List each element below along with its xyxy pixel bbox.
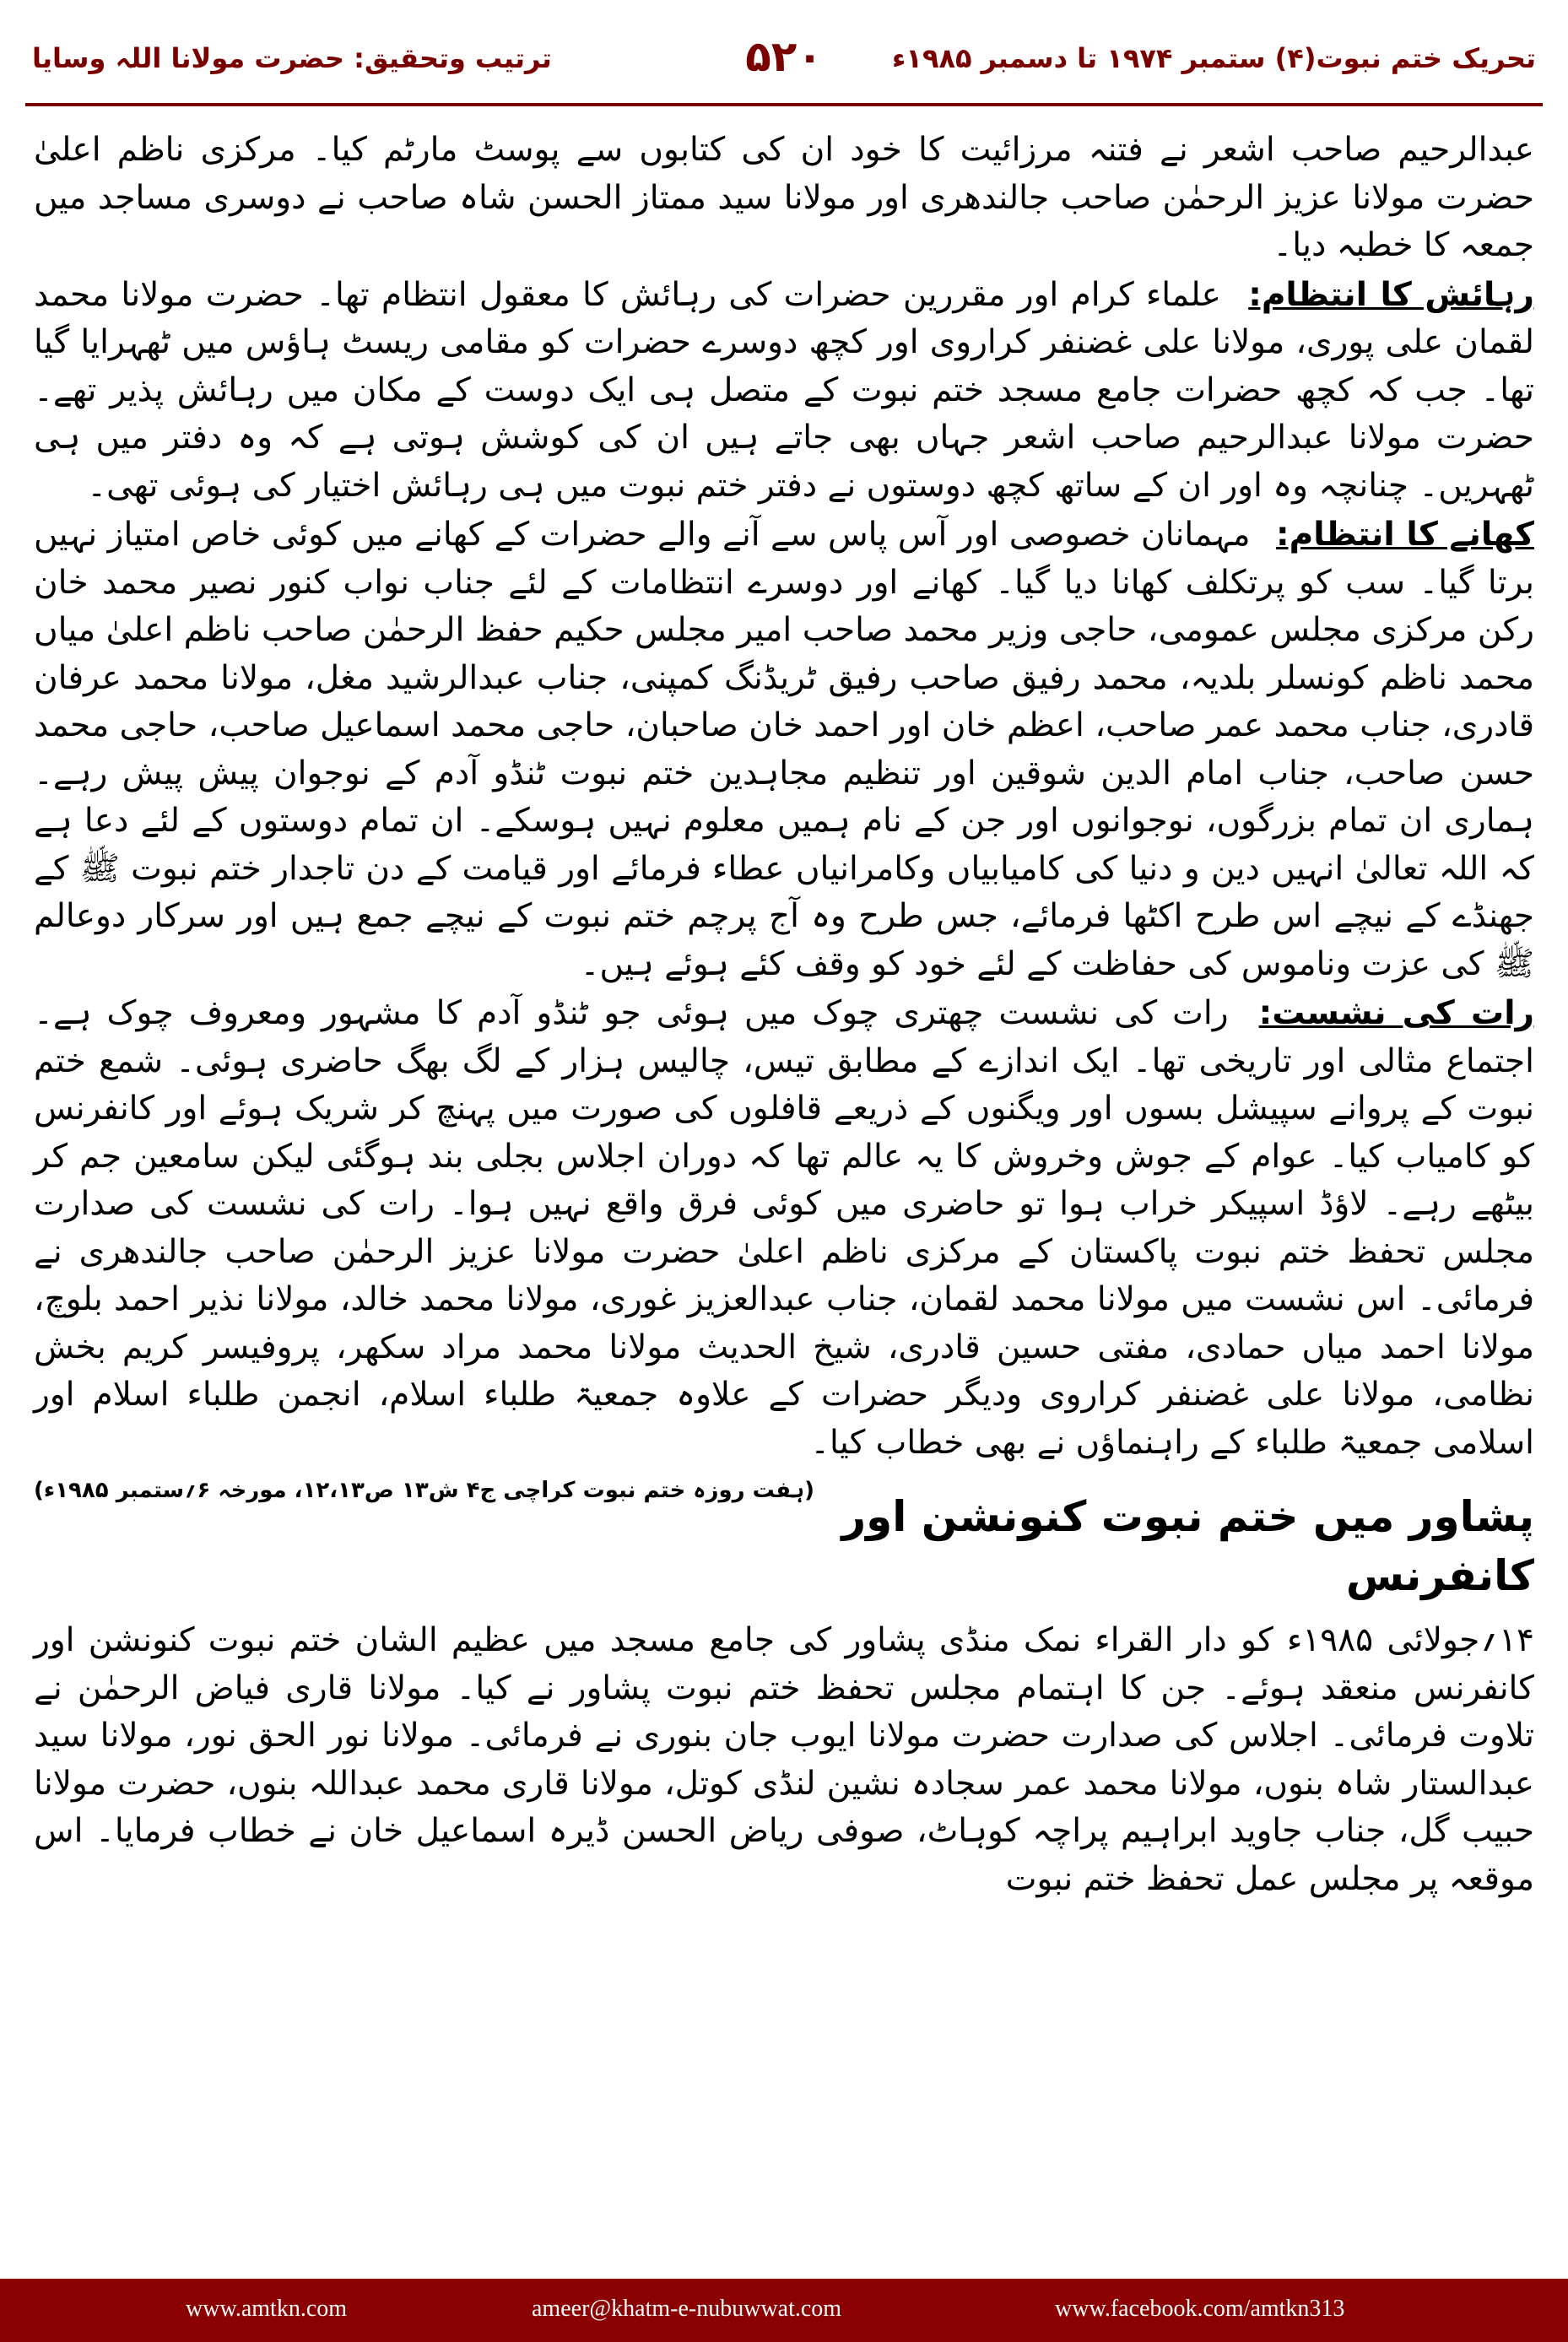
paragraph-intro: عبدالرحیم صاحب اشعر نے فتنہ مرزائیت کا خود ان کی کتابوں سے پوسٹ مارٹم کیا۔ مرکزی ناظم اعلیٰ حضرت مولانا عزیز الرحمٰن صاحب جالندھری اور مولانا سید ممتاز الحسن شاہ صاحب نے دوسری مساجد میں جمعہ کا خطبہ دیا۔ (34, 131, 1534, 264)
book-title: تحریک ختم نبوت(۴) ستمبر ۱۹۷۴ تا دسمبر ۱۹۸۵ء (892, 42, 1536, 74)
heading-night-session: رات کی نشست: (1258, 994, 1535, 1032)
compiler-credit: ترتیب وتحقیق: حضرت مولانا اللہ وسایا (32, 42, 552, 74)
text-accommodation: علماء کرام اور مقررین حضرات کی رہائش کا معقول انتظام تھا۔ حضرت مولانا محمد لقمان علی پوری، مولانا علی غضنفر کراروی اور کچھ دوسرے حضرات کو مقامی ریسٹ ہاؤس میں ٹھہرایا گیا تھا۔ جب کہ کچھ حضرات جامع مسجد ختم نبوت کے متصل ہی ایک دوست کے مکان میں رہائش پذیر تھے۔ حضرت مولانا عبدالرحیم صاحب اشعر جہاں بھی جاتے ہیں ان کی کوشش ہوتی ہے کہ وہ دفتر میں ہی ٹھہریں۔ چنانچہ وہ اور ان کے ساتھ کچھ دوستوں نے دفتر ختم نبوت میں ہی رہائش اختیار کی ہوئی تھی۔ (34, 275, 1534, 505)
paragraph-peshawar: ۱۴؍جولائی ۱۹۸۵ء کو دار القراء نمک منڈی پشاور کی جامع مسجد میں عظیم الشان ختم نبوت کنونشن اور کانفرنس منعقد ہوئے۔ جن کا اہتمام مجلس تحفظ ختم نبوت پشاور نے کیا۔ مولانا قاری فیاض الرحمٰن نے تلاوت فرمائی۔ اجلاس کی صدارت حضرت مولانا ایوب جان بنوری نے فرمائی۔ مولانا نور الحق نور، مولانا سید عبدالستار شاہ بنوں، مولانا محمد عمر سجادہ نشین لنڈی کوتل، مولانا قاری محمد عبداللہ بنوں، حضرت مولانا حبیب گل، جناب جاوید ابراہیم پراچہ کوہاٹ، صوفی ریاض الحسن ڈیرہ اسماعیل خان نے خطاب فرمایا۔ اس موقعہ پر مجلس عمل تحفظ ختم نبوت (34, 1621, 1535, 1898)
heading-food: کھانے کا انتظام: (1276, 516, 1534, 554)
footer-website-link[interactable]: www.amtkn.com (186, 2296, 348, 2322)
page-body (34, 127, 1534, 1905)
page-footer (0, 2279, 1568, 2342)
text-night-session: رات کی نشست چھتری چوک میں ہوئی جو ٹنڈو آدم کا مشہور ومعروف چوک ہے۔ اجتماع مثالی اور تاریخی تھا۔ ایک اندازے کے مطابق تیس، چالیس ہزار کے لگ بھگ حاضری ہوئی۔ شمع ختم نبوت کے پروانے سپیشل بسوں اور ویگنوں کے ذریعے قافلوں کی صورت میں پہنچ کر شریک ہوئے اور کانفرنس کو کامیاب کیا۔ عوام کے جوش وخروش کا یہ عالم تھا کہ دوران اجلاس بجلی بند ہوگئی لیکن سامعین جم کر بیٹھے رہے۔ لاؤڈ اسپیکر خراب ہوا تو حاضری میں کوئی فرق واقع نہیں ہوا۔ رات کی نشست کی صدارت مجلس تحفظ ختم نبوت پاکستان کے مرکزی ناظم اعلیٰ حضرت مولانا عزیز الرحمٰن صاحب جالندھری نے فرمائی۔ اس نشست میں مولانا محمد لقمان، جناب عبدالعزیز غوری، مولانا محمد خالد، مولانا نذیر احمد بلوچ، مولانا احمد میاں حمادی، مفتی حسین قادری، شیخ الحدیث مولانا محمد مراد سکھر، پروفیسر کریم بخش نظامی، مولانا علی غضنفر کراروی ودیگر حضرات کے علاوہ جمعیۃ طلباء اسلام، انجمن طلباء اسلام اور اسلامی جمعیۃ طلباء کے راہنماؤں نے بھی خطاب کیا۔ (34, 994, 1534, 1462)
section-title-peshawar: پشاور میں ختم نبوت کنونشن اور کانفرنس (841, 1492, 1534, 1600)
paragraph-food (34, 511, 1534, 988)
paragraph-accommodation (34, 272, 1534, 511)
heading-accommodation: رہائش کا انتظام: (1248, 275, 1534, 314)
page-number: ۵۲۰ (745, 32, 823, 81)
citation-reference: (ہفت روزہ ختم نبوت کراچی ج۴ ش۱۳ ص۱۲،۱۳، مورخہ ۶؍ستمبر ۱۹۸۵ء) (34, 1478, 814, 1503)
paragraph-night-session (34, 990, 1535, 1503)
header-divider (25, 103, 1543, 106)
footer-facebook-link[interactable]: www.facebook.com/amtkn313 (1055, 2296, 1345, 2322)
text-food: مہمانان خصوصی اور آس پاس سے آنے والے حضرات کے کھانے میں کوئی خاص امتیاز نہیں برتا گیا۔ سب کو پرتکلف کھانا دیا گیا۔ کھانے اور دوسرے انتظامات کے لئے جناب نواب کنور نصیر محمد خان رکن مرکزی مجلس عمومی، حاجی وزیر محمد صاحب امیر مجلس حکیم حفظ الرحمٰن صاحب ناظم اعلیٰ میاں محمد ناظم کونسلر بلدیہ، محمد رفیق صاحب رفیق ٹریڈنگ کمپنی، جناب عبدالرشید مغل، مولانا محمد عرفان قادری، جناب محمد عمر صاحب، اعظم خان اور احمد خان صاحبان، حاجی محمد اسماعیل صاحب، حاجی محمد حسن صاحب، جناب امام الدین شوقین اور تنظیم مجاہدین ختم نبوت ٹنڈو آدم کے نوجوان پیش پیش رہے۔ ہماری ان تمام بزرگوں، نوجوانوں اور جن کے نام ہمیں معلوم نہیں ہوسکے۔ ان تمام دوستوں کے لئے دعا ہے کہ اللہ تعالیٰ انہیں دین و دنیا کی کامیابیاں وکامرانیاں عطاء فرمائے اور قیامت کے دن تاجدار ختم نبوت ﷺ کے جھنڈے کے نیچے اس طرح اکٹھا فرمائے، جس طرح وہ آج پرچم ختم نبوت کے نیچے جمع ہیں اور سرکار دوعالم ﷺ کی عزت وناموس کی حفاظت کے لئے خود کو وقف کئے ہوئے ہیں۔ (34, 516, 1534, 983)
page-header (25, 32, 1543, 100)
footer-email-link[interactable]: ameer@khatm-e-nubuwwat.com (532, 2296, 842, 2322)
